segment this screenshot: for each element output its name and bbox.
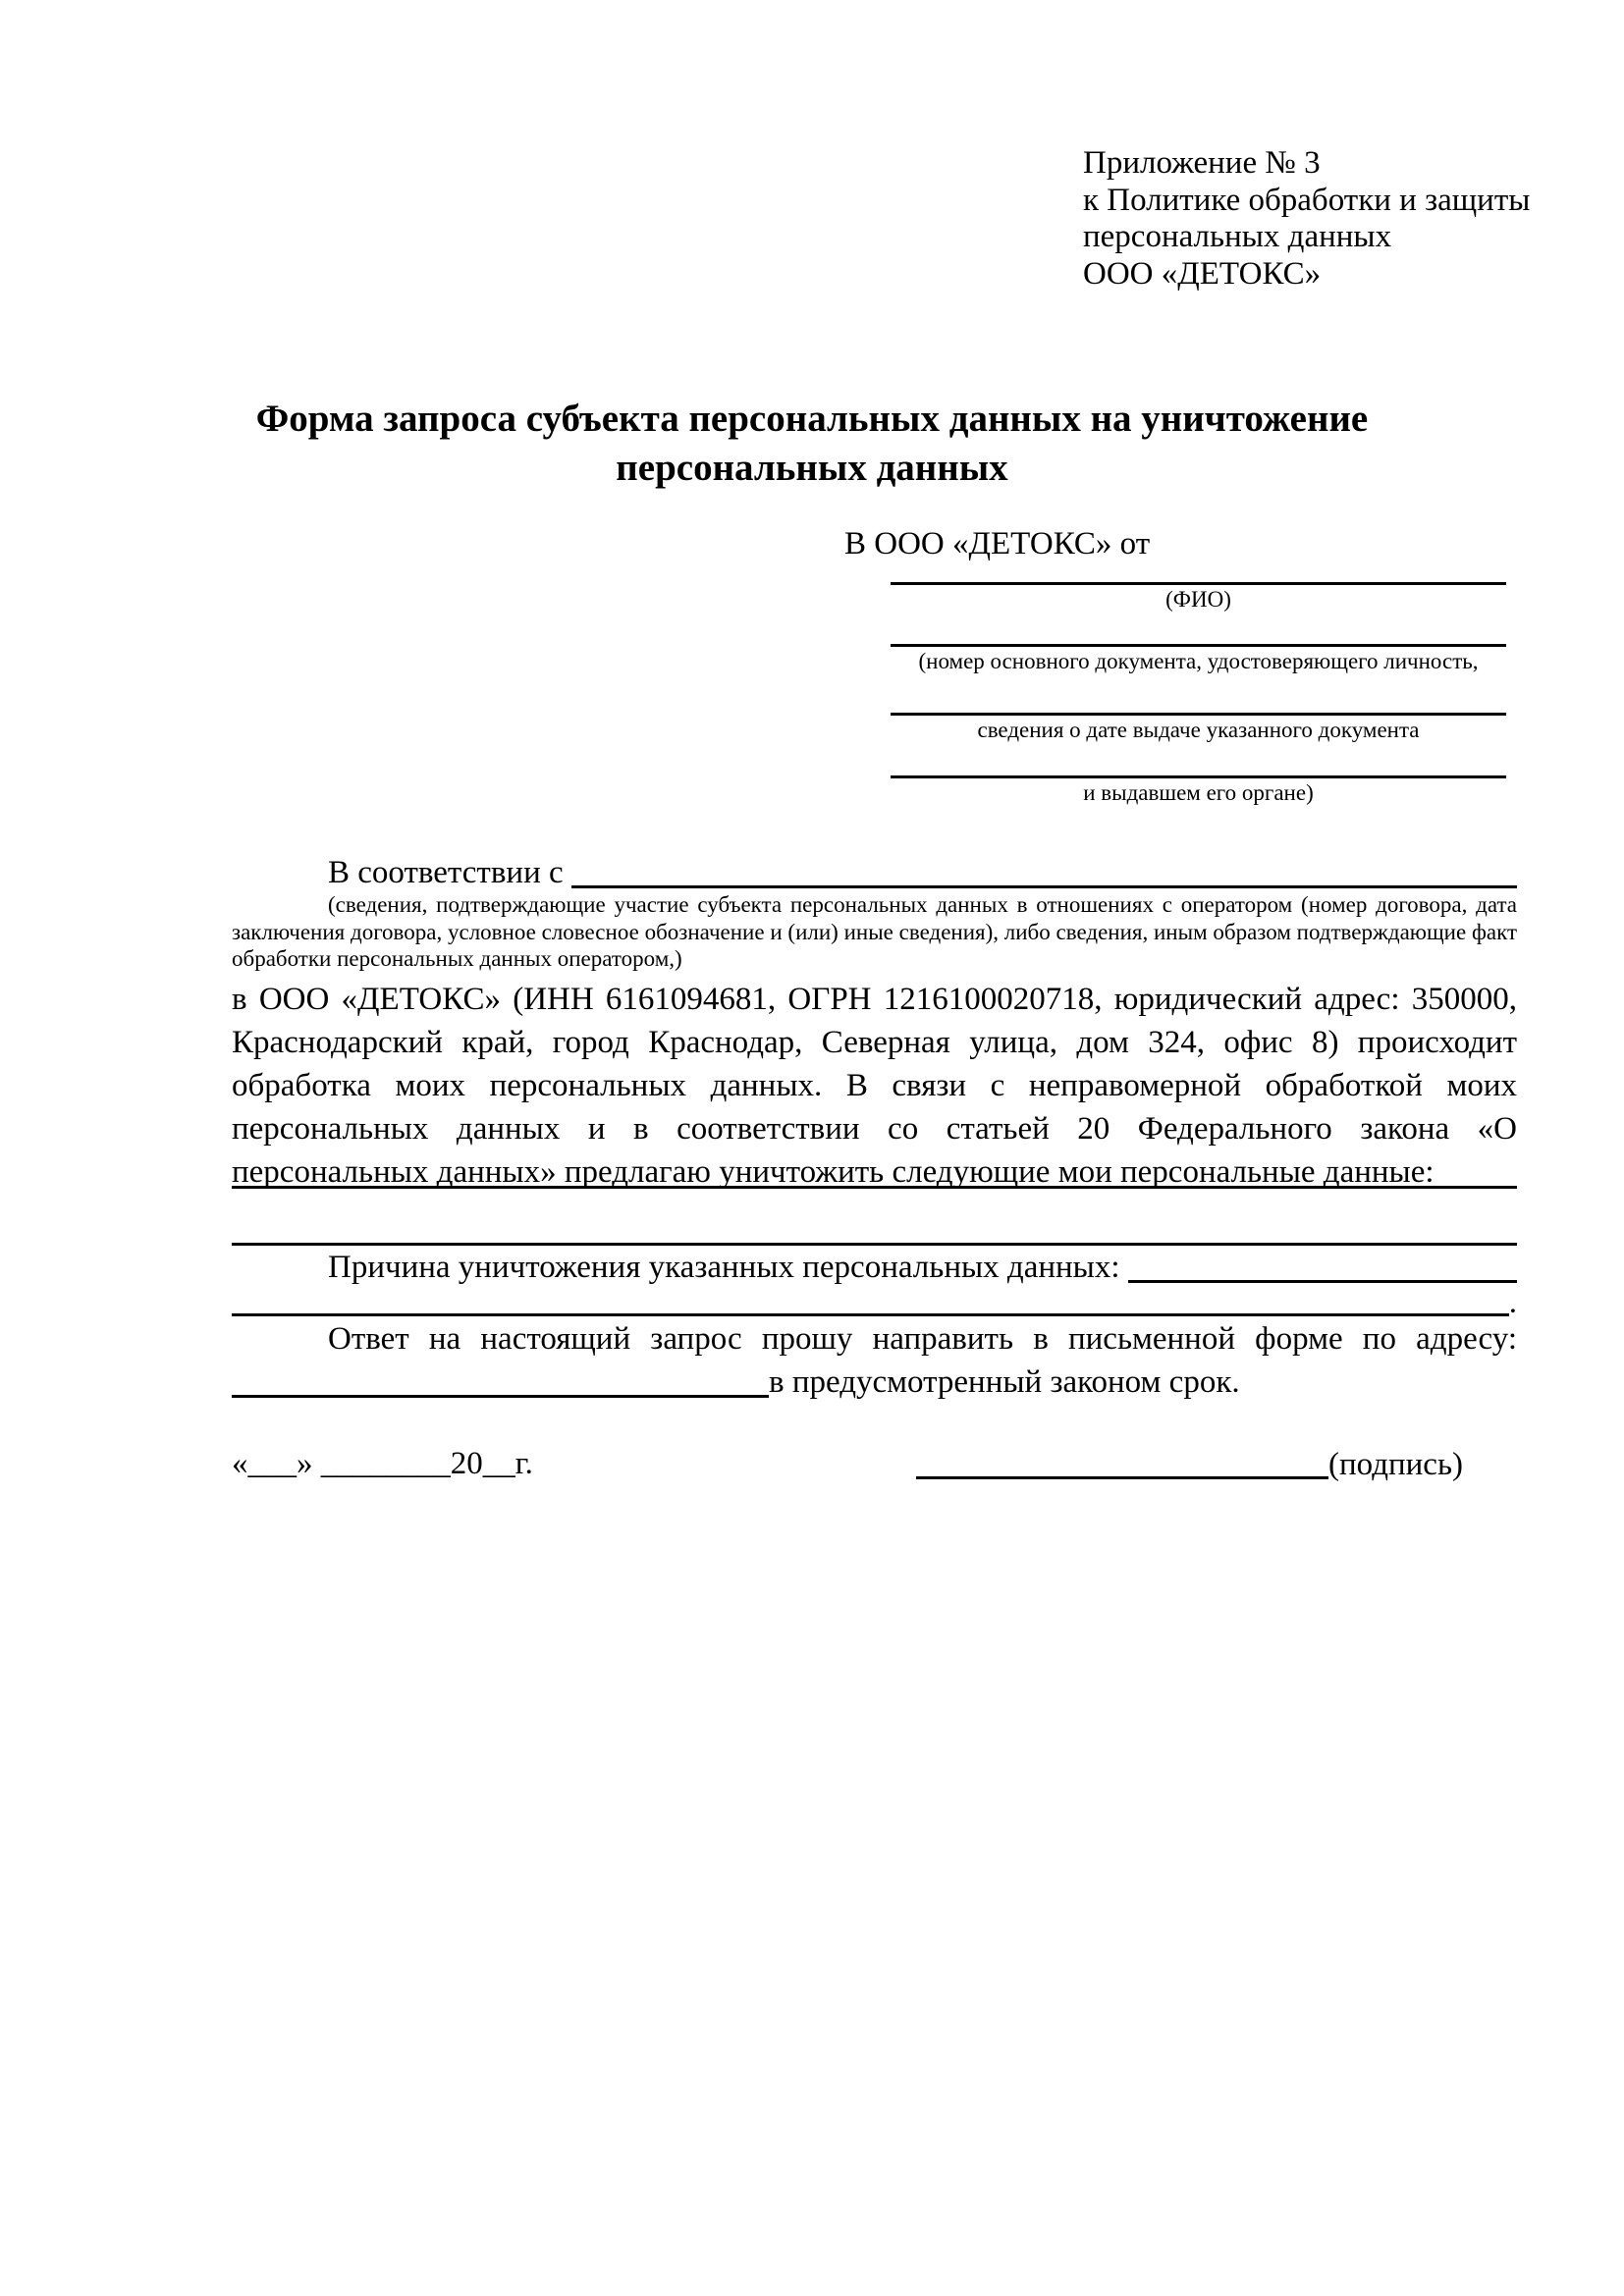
form-title	[0, 395, 1624, 493]
blank-line	[891, 713, 1506, 716]
accordance-blank-line	[571, 885, 1517, 888]
field-caption: и выдавшем его органе)	[1083, 780, 1314, 805]
form-field-issuing-authority	[891, 775, 1506, 806]
form-title-line: Форма запроса субъекта персональных данных на уничтожение	[255, 398, 1369, 440]
form-field-document-number	[891, 644, 1506, 674]
body-line: Краснодарский край, город Краснодар, Северная улица, дом 324, офис 8) происходит	[232, 1025, 1517, 1060]
signature-line	[916, 1476, 1328, 1479]
accordance-row	[232, 850, 1517, 891]
address-blank-line	[232, 1395, 769, 1398]
footnote-line: обработки персональных данных оператором,)	[232, 946, 682, 971]
blank-line	[891, 644, 1506, 647]
form-title-line: персональных данных	[616, 447, 1008, 489]
appendix-line: ООО «ДЕТОКС»	[1083, 255, 1322, 292]
appendix-line: к Политике обработки и защиты	[1083, 182, 1531, 218]
reply-address-row	[232, 1364, 1517, 1401]
reply-request-line: Ответ на настоящий запрос прошу направить в письменной форме по адресу:	[328, 1321, 1517, 1357]
footnote-line: (сведения, подтверждающие участие субъекта персональных данных в отношениях с оператором (номер договора, дата	[328, 892, 1517, 917]
accordance-label: В соответствии с	[328, 855, 571, 890]
date-blank: «___» ________20__г.	[232, 1446, 533, 1481]
form-field-fio	[891, 582, 1506, 613]
body-line: персональных данных» предлагаю уничтожить следующие мои персональные данные:	[232, 1154, 1435, 1190]
blank-line-with-period	[232, 1313, 1509, 1316]
signature-caption: (подпись)	[1328, 1447, 1463, 1482]
reply-deadline-label: в предусмотренный законом срок.	[769, 1364, 1240, 1400]
reason-label: Причина уничтожения указанных персональных данных:	[328, 1250, 1128, 1285]
footnote	[232, 891, 1517, 973]
line-end-period: .	[1508, 1285, 1517, 1320]
blank-line	[891, 582, 1506, 585]
appendix-line: персональных данных	[1083, 219, 1392, 254]
date-signature-row	[232, 1443, 1517, 1482]
appendix-note	[1083, 145, 1530, 293]
field-caption: сведения о дате выдаче указанного документа	[977, 718, 1420, 742]
field-caption: (ФИО)	[1165, 587, 1231, 612]
blank-line-data-2	[232, 1243, 1517, 1246]
addressee-line: В ООО «ДЕТОКС» от	[844, 526, 1151, 561]
signature-group	[916, 1447, 1517, 1482]
form-field-issue-date	[891, 713, 1506, 743]
body-line: в ООО «ДЕТОКС» (ИНН 6161094681, ОГРН 1216100020718, юридический адрес: 350000,	[232, 982, 1517, 1017]
appendix-line: Приложение № 3	[1083, 145, 1321, 181]
blank-line	[891, 775, 1506, 778]
blank-line-data-1	[232, 1186, 1517, 1189]
body-line: обработка моих персональных данных. В связи с неправомерной обработкой моих	[232, 1068, 1517, 1103]
field-caption: (номер основного документа, удостоверяющего личность,	[918, 649, 1479, 673]
reason-row	[232, 1249, 1517, 1286]
footnote-line: заключения договора, условное словесное обозначение и (или) иные сведения), либо сведения, иным образом подтверждающие факт	[232, 919, 1517, 944]
reason-continuation-row	[232, 1282, 1517, 1319]
body-line: персональных данных и в соответствии со статьей 20 Федерального закона «О	[232, 1111, 1517, 1147]
body-paragraph	[232, 978, 1517, 1194]
